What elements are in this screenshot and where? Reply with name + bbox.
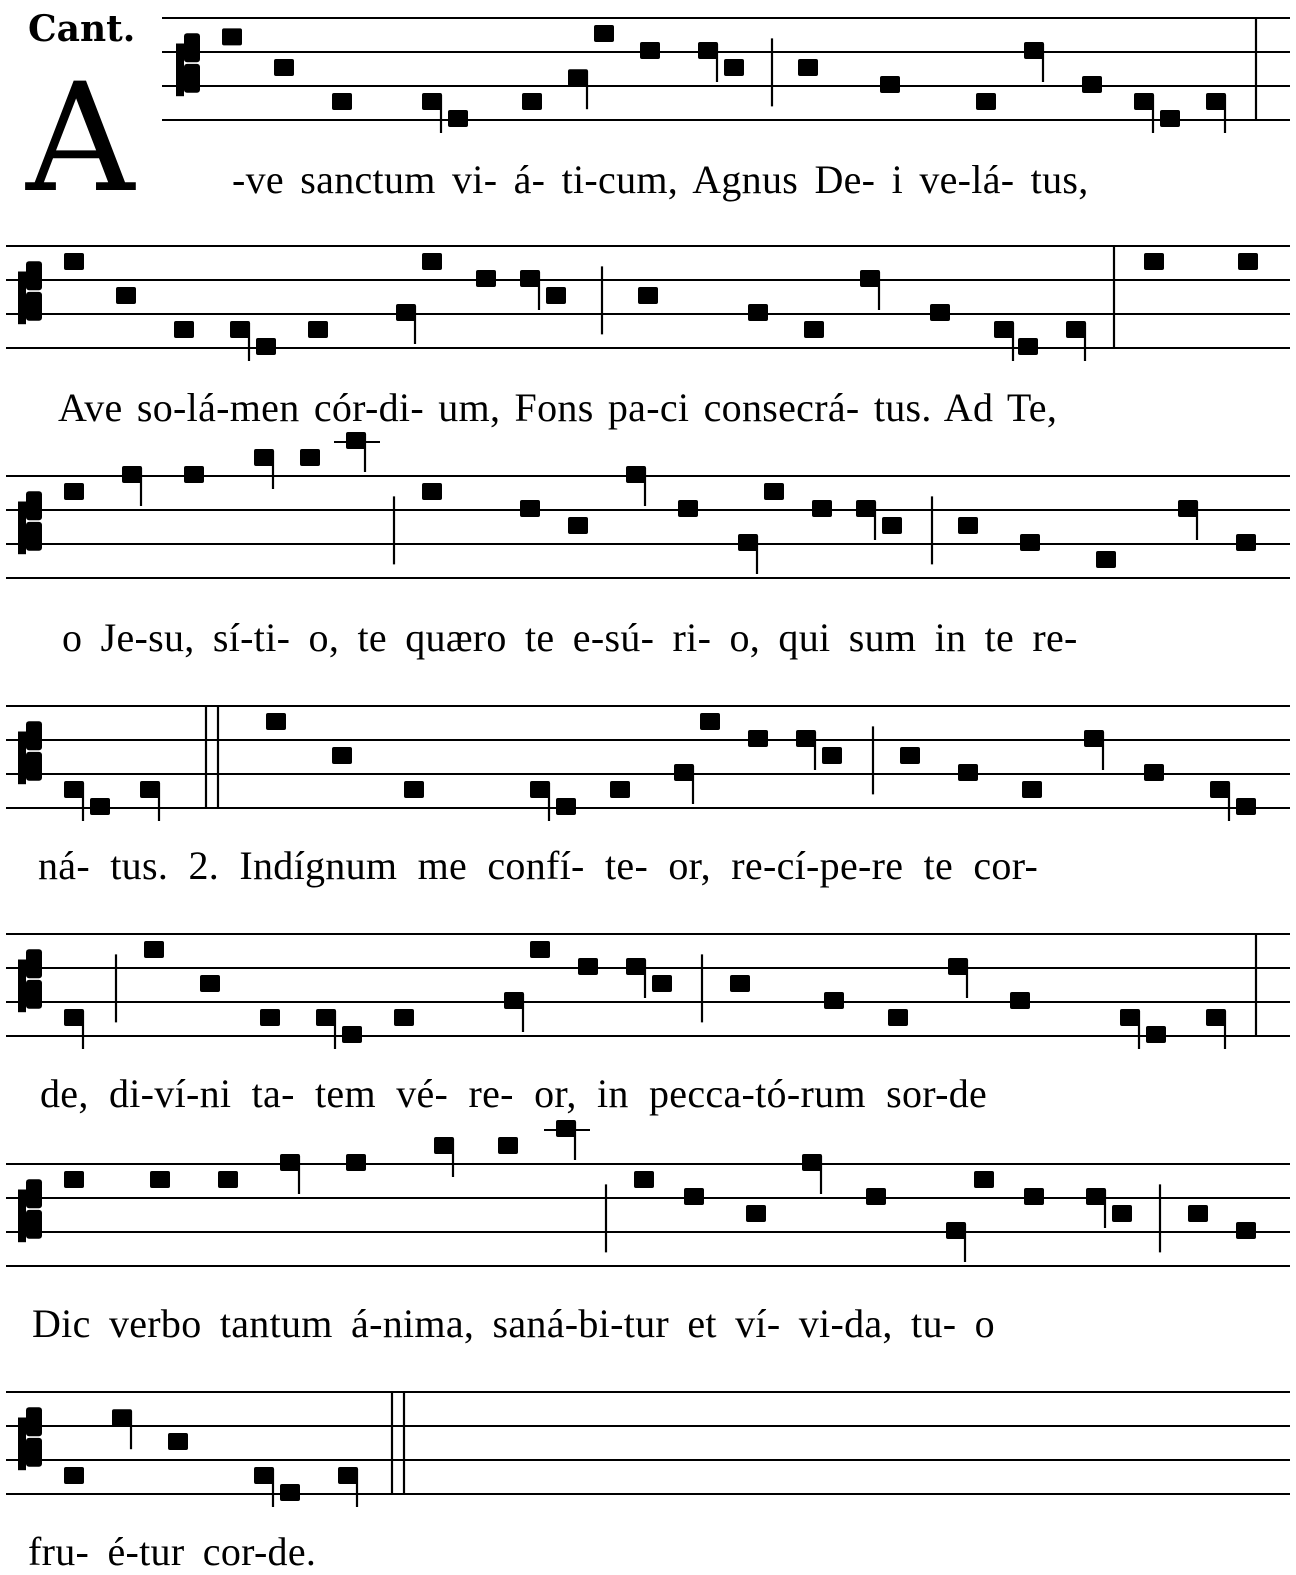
neume-note [64, 1171, 84, 1188]
neume-note [748, 304, 768, 321]
neume-note [994, 321, 1014, 338]
neume-note [638, 287, 658, 304]
neume-note [724, 59, 744, 76]
chant-label: Cant. [28, 8, 136, 50]
neume-note [1020, 534, 1040, 551]
neume-note [230, 321, 250, 338]
neume-note [882, 517, 902, 534]
neume-note [274, 59, 294, 76]
neume-note [404, 781, 424, 798]
initial-letter: A [26, 52, 135, 226]
neume-note [974, 1171, 994, 1188]
neume-note [150, 1171, 170, 1188]
c-clef-icon [26, 1179, 42, 1208]
neume-note [946, 1222, 966, 1239]
neume-note [184, 466, 204, 483]
neume-note [1024, 42, 1044, 59]
neume-note [568, 517, 588, 534]
neume-note [520, 270, 540, 287]
neume-note [880, 76, 900, 93]
neume-note [90, 798, 110, 815]
neume-note [1010, 992, 1030, 1009]
c-clef-icon [26, 1210, 42, 1239]
c-clef-icon [184, 64, 200, 93]
neume-note [116, 287, 136, 304]
neume-note [568, 69, 588, 86]
neume-note [900, 747, 920, 764]
neume-note [1236, 534, 1256, 551]
neume-note [140, 781, 160, 798]
neume-note [498, 1137, 518, 1154]
neume-note [798, 59, 818, 76]
neume-note [1178, 500, 1198, 517]
neume-note [218, 1171, 238, 1188]
neume-note [112, 1409, 132, 1426]
neume-note [422, 253, 442, 270]
neume-note [626, 958, 646, 975]
neume-note [346, 432, 366, 449]
c-clef-icon [26, 1438, 42, 1467]
neume-note [804, 321, 824, 338]
neume-note [802, 1154, 822, 1171]
neume-note [748, 730, 768, 747]
neume-note [200, 975, 220, 992]
c-clef-icon [18, 1190, 26, 1243]
neume-note [730, 975, 750, 992]
lyric-line-7: fru- é-tur cor-de. [28, 1529, 317, 1574]
lyric-line-6: Dic verbo tantum á-nima, saná-bi-tur et ví- vi-da, tu- o [32, 1301, 995, 1346]
neume-note [64, 483, 84, 500]
neume-note [634, 1171, 654, 1188]
c-clef-icon [26, 1407, 42, 1436]
neume-note [764, 483, 784, 500]
neume-note [1188, 1205, 1208, 1222]
neume-note [1084, 730, 1104, 747]
neume-note [64, 781, 84, 798]
neume-note [342, 1026, 362, 1043]
neume-note [860, 270, 880, 287]
neume-note [280, 1154, 300, 1171]
neume-note [610, 781, 630, 798]
neume-note [930, 304, 950, 321]
neume-note [1206, 93, 1226, 110]
neume-note [1018, 338, 1038, 355]
c-clef-icon [176, 44, 184, 97]
c-clef-icon [26, 980, 42, 1009]
neume-note [1144, 764, 1164, 781]
neume-note [168, 1433, 188, 1450]
neume-note [1210, 781, 1230, 798]
c-clef-icon [18, 1418, 26, 1471]
neume-note [888, 1009, 908, 1026]
neume-note [530, 781, 550, 798]
neume-note [594, 25, 614, 42]
neume-note [1236, 1222, 1256, 1239]
neume-note [332, 93, 352, 110]
neume-note [122, 466, 142, 483]
c-clef-icon [26, 261, 42, 290]
neume-note [332, 747, 352, 764]
neume-note [422, 93, 442, 110]
neume-note [578, 958, 598, 975]
neume-note [1134, 93, 1154, 110]
neume-note [546, 287, 566, 304]
neume-note [1238, 253, 1258, 270]
neume-note [822, 747, 842, 764]
neume-note [260, 1009, 280, 1026]
c-clef-icon [26, 721, 42, 750]
neume-note [824, 992, 844, 1009]
c-clef-icon [26, 491, 42, 520]
c-clef-icon [18, 732, 26, 785]
neume-note [1236, 798, 1256, 815]
neume-note [222, 28, 242, 45]
neume-note [300, 449, 320, 466]
neume-note [958, 764, 978, 781]
neume-note [522, 93, 542, 110]
lyric-line-4: ná- tus. 2. Indígnum me confí- te- or, re-cí-pe-re te cor- [38, 843, 1039, 888]
neume-note [1086, 1188, 1106, 1205]
neume-note [684, 1188, 704, 1205]
c-clef-icon [18, 502, 26, 555]
neume-note [700, 713, 720, 730]
neume-note [174, 321, 194, 338]
lyric-line-5: de, di-ví-ni ta- tem vé- re- or, in pecca-tó-rum sor-de [40, 1071, 988, 1116]
neume-note [64, 253, 84, 270]
neume-note [504, 992, 524, 1009]
neume-note [976, 93, 996, 110]
neume-note [1066, 321, 1086, 338]
neume-note [476, 270, 496, 287]
neume-note [308, 321, 328, 338]
neume-note [256, 338, 276, 355]
neume-note [678, 500, 698, 517]
neume-note [530, 941, 550, 958]
c-clef-icon [26, 949, 42, 978]
neume-note [338, 1467, 358, 1484]
c-clef-icon [18, 960, 26, 1013]
neume-note [958, 517, 978, 534]
neume-note [520, 500, 540, 517]
neume-note [866, 1188, 886, 1205]
lyric-line-2: Ave so-lá-men cór-di- um, Fons pa-ci consecrá- tus. Ad Te, [58, 385, 1058, 430]
neume-note [254, 1467, 274, 1484]
neume-note [1024, 1188, 1044, 1205]
neume-note [64, 1467, 84, 1484]
neume-note [746, 1205, 766, 1222]
neume-note [640, 42, 660, 59]
neume-note [1146, 1026, 1166, 1043]
neume-note [144, 941, 164, 958]
neume-note [396, 304, 416, 321]
neume-note [266, 713, 286, 730]
c-clef-icon [184, 33, 200, 62]
neume-note [434, 1137, 454, 1154]
lyric-line-1: -ve sanctum vi- á- ti-cum, Agnus De- i ve-lá- tus, [232, 157, 1089, 202]
neume-note [316, 1009, 336, 1026]
neume-note [556, 798, 576, 815]
neume-note [738, 534, 758, 551]
neume-note [1160, 110, 1180, 127]
neume-note [1206, 1009, 1226, 1026]
neume-note [796, 730, 816, 747]
neume-note [1112, 1205, 1132, 1222]
neume-note [1120, 1009, 1140, 1026]
neume-note [422, 483, 442, 500]
lyric-line-3: o Je-su, sí-ti- o, te quæro te e-sú- ri- o, qui sum in te re- [62, 615, 1078, 660]
neume-note [626, 466, 646, 483]
neume-note [556, 1120, 576, 1137]
neume-note [1144, 253, 1164, 270]
neume-note [856, 500, 876, 517]
c-clef-icon [18, 272, 26, 325]
neume-note [1082, 76, 1102, 93]
neume-note [280, 1484, 300, 1501]
neume-note [1022, 781, 1042, 798]
neume-note [394, 1009, 414, 1026]
neume-note [812, 500, 832, 517]
neume-note [698, 42, 718, 59]
neume-note [1096, 551, 1116, 568]
neume-note [64, 1009, 84, 1026]
neume-note [254, 449, 274, 466]
neume-note [948, 958, 968, 975]
neume-note [674, 764, 694, 781]
neume-note [652, 975, 672, 992]
neume-note [448, 110, 468, 127]
c-clef-icon [26, 292, 42, 321]
c-clef-icon [26, 522, 42, 551]
c-clef-icon [26, 752, 42, 781]
neume-note [346, 1154, 366, 1171]
